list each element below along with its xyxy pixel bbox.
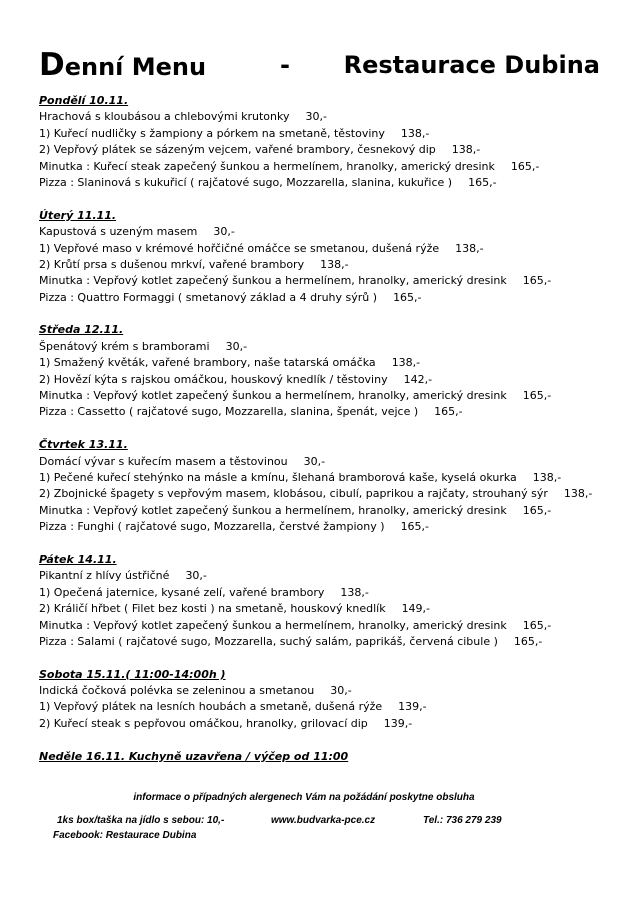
title-left — [39, 47, 207, 83]
menu-item — [39, 175, 637, 191]
menu-item-price: 139,- — [398, 700, 427, 714]
menu-item-name: 2) Hovězí kýta s rajskou omáčkou, houskový knedlík / těstoviny — [39, 372, 388, 386]
facebook-line: Facebook: Restaurace Dubina — [53, 830, 197, 841]
menu-item-name: Minutka : Vepřový kotlet zapečený šunkou a hermelínem, hranolky, americký dresink — [39, 503, 507, 517]
title-menu-text: enní Menu — [64, 53, 207, 81]
menu-item-price: 165,- — [510, 159, 540, 173]
day-section — [39, 552, 637, 650]
menu-item — [39, 290, 637, 306]
menu-item-price: 138,- — [400, 126, 430, 140]
menu-item — [39, 683, 637, 699]
menu-item — [39, 241, 637, 257]
menu-item-price: 30,- — [303, 454, 326, 468]
menu-item — [39, 404, 637, 420]
menu-item-name: Hrachová s kloubásou a chlebovými krutonky — [39, 110, 290, 124]
day-heading: Pondělí 10.11. — [39, 94, 129, 107]
menu-item-name: Indická čočková polévka se zeleninou a smetanou — [39, 684, 315, 698]
menu-item-name: 1) Vepřový plátek na lesních houbách a smetaně, dušená rýže — [39, 700, 383, 714]
menu-item-name: Pizza : Salami ( rajčatové sugo, Mozzarella, suchý salám, paprikáš, červená cibule ) — [39, 634, 498, 648]
menu-item — [39, 224, 637, 240]
box-price: 1ks box/taška na jídlo s sebou: 10,- — [57, 815, 225, 826]
day-section — [39, 93, 637, 191]
menu-item-name: Minutka : Vepřový kotlet zapečený šunkou a hermelínem, hranolky, americký dresink — [39, 618, 507, 632]
menu-item — [39, 716, 637, 732]
menu-item-price: 165,- — [400, 520, 430, 534]
day-heading: Čtvrtek 13.11. — [39, 438, 128, 452]
menu-item — [39, 126, 637, 142]
menu-item-name: 2) Králičí hřbet ( Filet bez kosti ) na smetaně, houskový knedlík — [39, 602, 386, 616]
menu-item — [39, 159, 637, 175]
menu-item-price: 138,- — [455, 241, 484, 255]
menu-item-price: 165,- — [513, 634, 543, 648]
menu-item-name: Minutka : Vepřový kotlet zapečený šunkou a hermelínem, hranolky, americký dresink — [39, 389, 507, 403]
menu-item-price: 165,- — [468, 175, 497, 189]
menu-item-price: 138,- — [340, 585, 369, 599]
menu-item — [39, 257, 637, 273]
menu-item-price: 165,- — [522, 503, 552, 517]
menu-item-price: 138,- — [391, 356, 421, 370]
menu-item-price: 142,- — [403, 372, 433, 386]
day-section — [39, 322, 637, 420]
menu-item-name: 1) Smažený květák, vařené brambory, naše tatarská omáčka — [39, 356, 376, 370]
menu-item-price: 165,- — [522, 389, 552, 403]
menu-item — [39, 568, 637, 584]
menu-item-price: 30,- — [305, 110, 327, 124]
menu-item — [39, 618, 637, 634]
menu-item — [39, 634, 637, 650]
title-restaurant-name: Restaurace Dubina — [343, 51, 600, 79]
menu-item-price: 149,- — [401, 602, 431, 616]
day-heading: Pátek 14.11. — [39, 552, 117, 566]
menu-item — [39, 372, 637, 388]
menu-item-name: 1) Kuřecí nudličky s žampiony a pórkem na smetaně, těstoviny — [39, 126, 385, 140]
day-section — [39, 667, 637, 733]
menu-item-price: 165,- — [522, 274, 552, 288]
menu-item-price: 138,- — [563, 487, 593, 501]
menu-item-price: 138,- — [451, 143, 481, 157]
phone-number: Tel.: 736 279 239 — [423, 815, 502, 826]
title-initial: D — [39, 47, 65, 83]
sunday-notice: Neděle 16.11. Kuchyně uzavřena / výčep od 11:00 — [39, 749, 349, 763]
menu-item — [39, 699, 637, 715]
website-link[interactable]: www.budvarka-pce.cz — [271, 815, 376, 826]
menu-item-price: 30,- — [213, 225, 235, 239]
menu-item — [39, 109, 637, 125]
allergen-note: informace o případných alergenech Vám na požádání poskytne obsluha — [133, 792, 475, 803]
menu-item-name: 1) Pečené kuřecí stehýnko na másle a kmínu, šlehaná bramborová kaše, kyselá okurka — [39, 470, 517, 484]
menu-item-price: 165,- — [434, 405, 463, 419]
menu-item-name: Domácí vývar s kuřecím masem a těstovinou — [39, 454, 288, 468]
menu-item-name: Pikantní z hlívy ústřičné — [39, 569, 170, 583]
day-heading: Středa 12.11. — [39, 323, 124, 337]
page-title — [39, 46, 604, 84]
day-section — [39, 437, 637, 535]
menu-item-name: Pizza : Cassetto ( rajčatové sugo, Mozzarella, slanina, špenát, vejce ) — [39, 405, 419, 419]
menu-item-price: 165,- — [393, 290, 422, 304]
menu-item — [39, 601, 637, 617]
menu-item-name: Kapustová s uzeným masem — [39, 225, 198, 239]
menu-item-price: 30,- — [225, 339, 248, 353]
menu-item-price: 165,- — [522, 618, 552, 632]
menu-item — [39, 486, 637, 502]
menu-item-price: 139,- — [383, 716, 413, 730]
menu-item — [39, 519, 637, 535]
daily-menu — [39, 93, 637, 765]
menu-item-name: Pizza : Funghi ( rajčatové sugo, Mozzarella, čerstvé žampiony ) — [39, 520, 385, 534]
menu-item-name: 2) Zbojnické špagety s vepřovým masem, klobásou, cibulí, paprikou a rajčaty, strouhaný sýr — [39, 487, 548, 501]
menu-item-name: 1) Vepřové maso v krémové hořčičné omáčce se smetanou, dušená rýže — [39, 241, 440, 255]
day-heading: Úterý 11.11. — [39, 208, 117, 222]
menu-item-name: Minutka : Kuřecí steak zapečený šunkou a hermelínem, hranolky, americký dresink — [39, 159, 495, 173]
menu-item — [39, 454, 637, 470]
menu-item-name: Pizza : Slaninová s kukuřicí ( rajčatové sugo, Mozzarella, slanina, kukuřice ) — [39, 175, 453, 189]
menu-item-price: 30,- — [185, 569, 207, 583]
menu-item — [39, 503, 637, 519]
menu-item — [39, 355, 637, 371]
day-section — [39, 208, 637, 306]
menu-item — [39, 142, 637, 158]
menu-item — [39, 273, 637, 289]
menu-item-name: Pizza : Quattro Formaggi ( smetanový základ a 4 druhy sýrů ) — [39, 290, 378, 304]
menu-item — [39, 339, 637, 355]
menu-item-name: 2) Krůtí prsa s dušenou mrkví, vařené brambory — [39, 257, 305, 271]
menu-item-price: 138,- — [320, 257, 349, 271]
menu-item-price: 138,- — [532, 470, 562, 484]
day-heading: Sobota 15.11.( 11:00-14:00h ) — [39, 667, 226, 681]
menu-item-name: 1) Opečená jaternice, kysané zelí, vařené brambory — [39, 585, 325, 599]
menu-item-name: 2) Kuřecí steak s pepřovou omáčkou, hranolky, grilovací dip — [39, 716, 368, 730]
menu-item — [39, 585, 637, 601]
menu-item-name: Minutka : Vepřový kotlet zapečený šunkou a hermelínem, hranolky, americký dresink — [39, 274, 507, 288]
menu-item-name: Špenátový krém s bramborami — [39, 339, 210, 353]
menu-item — [39, 470, 637, 486]
menu-item-name: 2) Vepřový plátek se sázeným vejcem, vařené brambory, česnekový dip — [39, 143, 436, 157]
menu-item-price: 30,- — [330, 684, 352, 698]
title-dash: - — [280, 51, 290, 79]
menu-item — [39, 388, 637, 404]
